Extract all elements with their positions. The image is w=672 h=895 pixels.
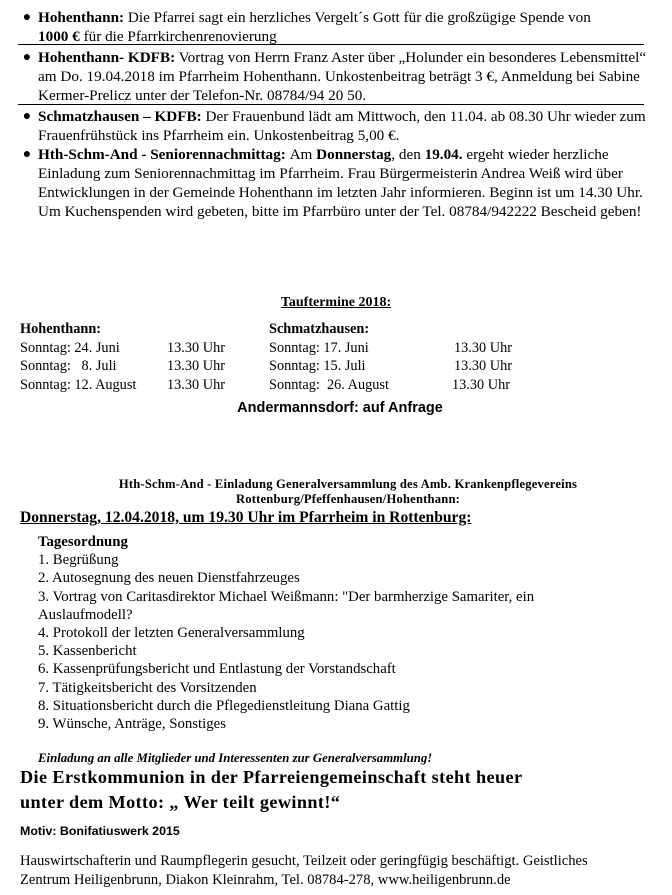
invitation-line: Einladung an alle Mitglieder und Interessenten zur Generalversammlung! (38, 751, 433, 765)
bullet-icon: ● (22, 147, 32, 162)
notice-frauenfruehstueck (18, 107, 650, 145)
notice-text: ergeht wieder herzliche Einladung zum Seniorennachmittag im Pfarrheim. Frau Bürgermeisterin Andrea Weiß wird über Entwicklungen in der Gemeinde Hohenthann im letzten Jahr informieren. Beginn ist um 14.30 Uhr. Um Kuchenspenden wird gebeten, bitte im Pfarrbüro unter der Tel. 08784/942222 Bescheid geben! (38, 146, 643, 220)
notice-label: Hth-Schm-And - Seniorennachmittag: (38, 146, 290, 163)
job-ad (20, 852, 588, 889)
divider (18, 104, 644, 105)
tauftermin-time: 13.30 Uhr (167, 376, 225, 393)
tauftermin-time: 13.30 Uhr (167, 339, 225, 356)
bullet-icon: ● (22, 50, 32, 65)
agenda-item: 6. Kassenprüfungsbericht und Entlastung der Vorstandschaft (38, 661, 396, 678)
headline-line: Die Erstkommunion in der Pfarreiengemeinschaft steht heuer (20, 767, 523, 787)
tauftermin-date: Sonntag: 8. Juli (20, 358, 117, 374)
erstkommunion-headline (20, 765, 522, 815)
agenda-item: 3. Vortrag von Caritasdirektor Michael Weißmann: "Der barmherzige Samariter, ein Auslaufmodell? (38, 588, 535, 623)
job-ad-line: Hauswirtschafterin und Raumpflegerin gesucht, Teilzeit oder geringfügig beschäftigt. Geistliches (20, 853, 588, 869)
notice-text: Am (289, 146, 317, 163)
tauftermin-date: Sonntag: 26. August (269, 376, 389, 393)
tauftermin-time: 13.30 Uhr (454, 339, 512, 356)
meeting-date-line: Donnerstag, 12.04.2018, um 19.30 Uhr im Pfarrheim in Rottenburg: (20, 509, 472, 526)
title-line: Hth-Schm-And - Einladung Generalversammlung des Amb. Krankenpflegevereins (118, 477, 578, 491)
agenda-item: 8. Situationsbericht durch die Pflegedienstleitung Diana Gattig (38, 697, 410, 714)
tauftermin-time: 13.30 Uhr (454, 358, 512, 374)
bullet-icon: ● (22, 109, 32, 124)
tauftermin-row (20, 357, 260, 376)
agenda (38, 533, 638, 733)
tauftermine-schmatzhausen (269, 320, 529, 395)
tauftermin-row (20, 376, 260, 395)
notice-date: 19.04. (424, 146, 463, 163)
notice-kdfb-vortrag (18, 48, 650, 106)
andermannsdorf-note: Andermannsdorf: auf Anfrage (237, 400, 443, 416)
job-ad-line: Zentrum Heiligenbrunn, Diakon Kleinrahm, Tel. 08784-278, www.heiligenbrunn.de (20, 871, 511, 888)
generalversammlung-title (0, 477, 672, 507)
notice-text: für die Pfarrkirchenrenovierung (79, 28, 277, 45)
tauftermin-date: Sonntag: 12. August (20, 376, 137, 393)
agenda-item: 7. Tätigkeitsbericht des Vorsitzenden (38, 679, 257, 696)
agenda-item: 9. Wünsche, Anträge, Sonstiges (38, 716, 226, 733)
notice-text: Der Frauenbund lädt am Mittwoch, den 11.04. ab 08.30 Uhr wieder zum Frauenfrühstück ins Pfarrheim ein. Unkostenbeitrag 5,00 €. (38, 108, 646, 144)
tauftermin-time: 13.30 Uhr (452, 376, 510, 393)
divider (18, 44, 644, 45)
agenda-item: 5. Kassenbericht (38, 643, 137, 660)
tauftermin-time: 13.30 Uhr (167, 358, 225, 374)
notice-label: Hohenthann: (38, 9, 125, 26)
donation-amount: 1000 € (38, 28, 80, 45)
motiv-credit: Motiv: Bonifatiuswerk 2015 (20, 824, 180, 838)
notice-body (38, 107, 650, 145)
notice-label: Schmatzhausen – KDFB: (38, 108, 202, 125)
parish-heading: Schmatzhausen: (269, 321, 370, 337)
notice-body (38, 145, 650, 221)
parish-heading: Hohenthann: (20, 321, 102, 337)
agenda-item: 1. Begrüßung (38, 552, 119, 569)
tauftermin-row (269, 339, 529, 358)
notice-pfarrei-dank (18, 8, 650, 46)
tauftermine-hohenthann (20, 320, 260, 395)
notice-text: Vortrag von Herrn Franz Aster über „Holunder ein besonderes Lebensmittel“ am Do. 19.04.2018 im Pfarrheim Hohenthann. Unkostenbeitrag beträgt 3 €, Anmeldung bei Sabine Kermer-Prelicz unter der Telefon-Nr. 08784/94 20 50. (38, 49, 647, 104)
agenda-item: 2. Autosegnung des neuen Dienstfahrzeuges (38, 570, 300, 587)
title-line: Rottenburg/Pfeffenhausen/Hohenthann: (235, 492, 461, 506)
notice-body (38, 8, 650, 46)
tauftermin-date: Sonntag: 24. Juni (20, 339, 120, 356)
notice-seniorennachmittag (18, 145, 650, 241)
tauftermin-date: Sonntag: 15. Juli (269, 358, 366, 374)
tauftermin-date: Sonntag: 17. Juni (269, 339, 369, 356)
tauftermin-row (269, 376, 529, 395)
notice-text: Die Pfarrei sagt ein herzliches Vergelt´s Gott für die großzügige Spende von (124, 9, 591, 26)
bullet-icon: ● (22, 10, 32, 25)
agenda-title: Tagesordnung (38, 534, 128, 550)
tauftermine-title: Tauftermine 2018: (280, 295, 392, 310)
notice-label: Hohenthann- KDFB: (38, 49, 176, 66)
notice-day: Donnerstag (316, 146, 392, 163)
headline-line: unter dem Motto: „ Wer teilt gewinnt!“ (20, 792, 341, 812)
notice-text: , den (391, 146, 425, 163)
tauftermin-row (20, 339, 260, 358)
tauftermin-row (269, 357, 529, 376)
agenda-item: 4. Protokoll der letzten Generalversammlung (38, 625, 305, 642)
notice-body (38, 48, 650, 105)
